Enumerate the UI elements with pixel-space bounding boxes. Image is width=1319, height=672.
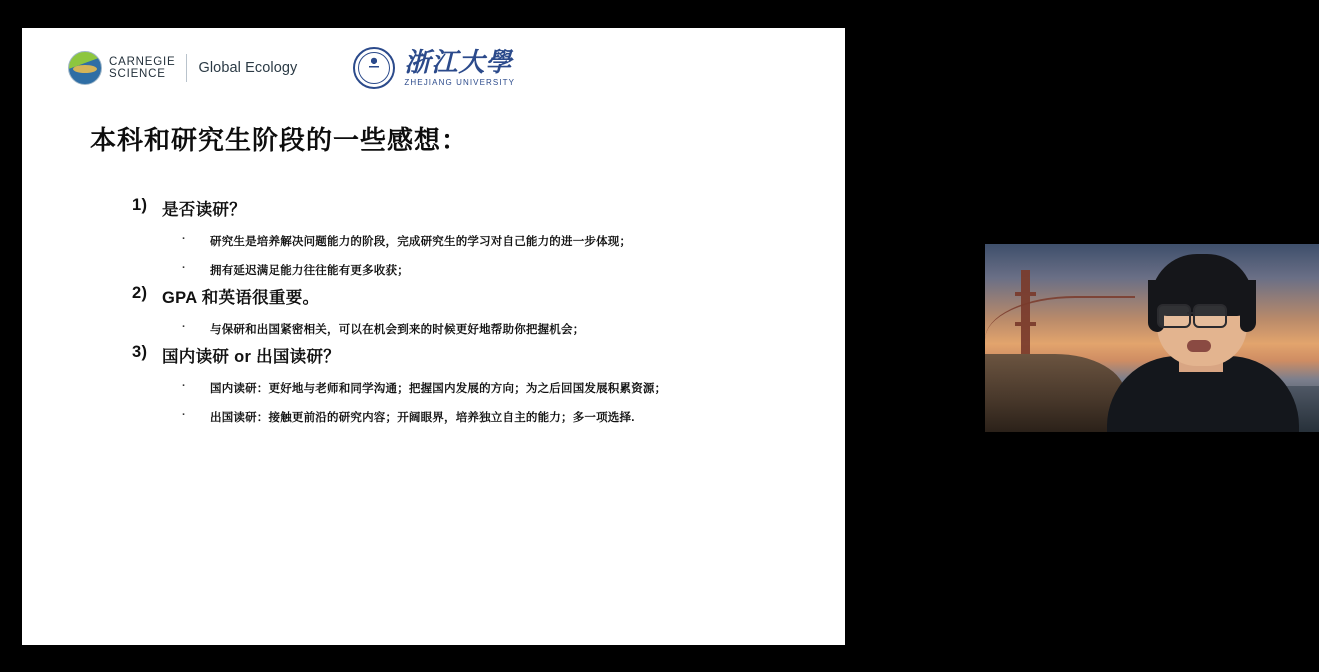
section-bullet <box>182 409 819 425</box>
section-heading <box>132 196 819 220</box>
slide-section <box>132 196 819 278</box>
bullet-text: 研究生是培养解决问题能力的阶段，完成研究生的学习对自己能力的进一步体现； <box>210 236 632 248</box>
section-number: 3) <box>132 343 148 361</box>
bullet-text: 与保研和出国紧密相关，可以在机会到来的时候更好地帮助你把握机会； <box>210 324 585 336</box>
bullet-glyph-icon: · <box>182 321 186 333</box>
bullet-glyph-icon: · <box>182 233 186 245</box>
section-bullet <box>182 262 819 278</box>
zhejiang-university-wordmark <box>404 47 516 87</box>
section-heading <box>132 284 819 308</box>
glasses-bridge-icon <box>1187 312 1193 314</box>
section-bullet <box>182 233 819 249</box>
bullet-text: 国内读研：更好地与老师和同学沟通；把握国内发展的方向；为之后回国发展积累资源； <box>210 383 667 395</box>
bullet-text: 出国读研：接触更前沿的研究内容；开阔眼界，培养独立自主的能力；多一项选择. <box>210 412 635 424</box>
slide-title: 本科和研究生阶段的一些感想： <box>90 125 469 155</box>
carnegie-line2: SCIENCE <box>109 68 166 80</box>
carnegie-science-wordmark <box>109 56 175 80</box>
carnegie-science-logo <box>68 51 297 85</box>
carnegie-line1: CARNEGIE <box>109 55 176 68</box>
section-heading-text: 是否读研？ <box>162 201 246 219</box>
zhejiang-university-seal-icon <box>353 47 395 89</box>
speaker-mouth <box>1187 340 1211 352</box>
glasses-right-lens-icon <box>1193 304 1227 328</box>
section-bullet <box>182 321 819 337</box>
section-bullet <box>182 380 819 396</box>
speaker-figure <box>1103 252 1303 432</box>
bullet-text: 拥有延迟满足能力往往能有更多收获； <box>210 265 409 277</box>
carnegie-globe-icon <box>68 51 102 85</box>
section-heading-text: GPA 和英语很重要。 <box>162 289 320 307</box>
slide-section <box>132 284 819 337</box>
global-ecology-label: Global Ecology <box>198 60 298 76</box>
section-number: 2) <box>132 284 148 302</box>
section-heading-text: 国内读研 or 出国读研？ <box>162 348 341 366</box>
slide-section <box>132 343 819 425</box>
bullet-glyph-icon: · <box>182 262 186 274</box>
glasses-left-lens-icon <box>1157 304 1191 328</box>
bullet-glyph-icon: · <box>182 380 186 392</box>
section-heading <box>132 343 819 367</box>
zju-chinese-name: 浙江大學 <box>404 47 513 78</box>
zhejiang-university-logo <box>353 47 515 89</box>
participant-video-tile[interactable] <box>985 244 1319 432</box>
zju-english-name: ZHEJIANG UNIVERSITY <box>404 77 516 87</box>
slide-logo-bar <box>68 42 515 94</box>
section-number: 1) <box>132 196 148 214</box>
logo-divider <box>186 54 187 82</box>
bullet-glyph-icon: · <box>182 409 186 421</box>
presentation-slide <box>22 28 845 645</box>
slide-body <box>132 196 819 431</box>
